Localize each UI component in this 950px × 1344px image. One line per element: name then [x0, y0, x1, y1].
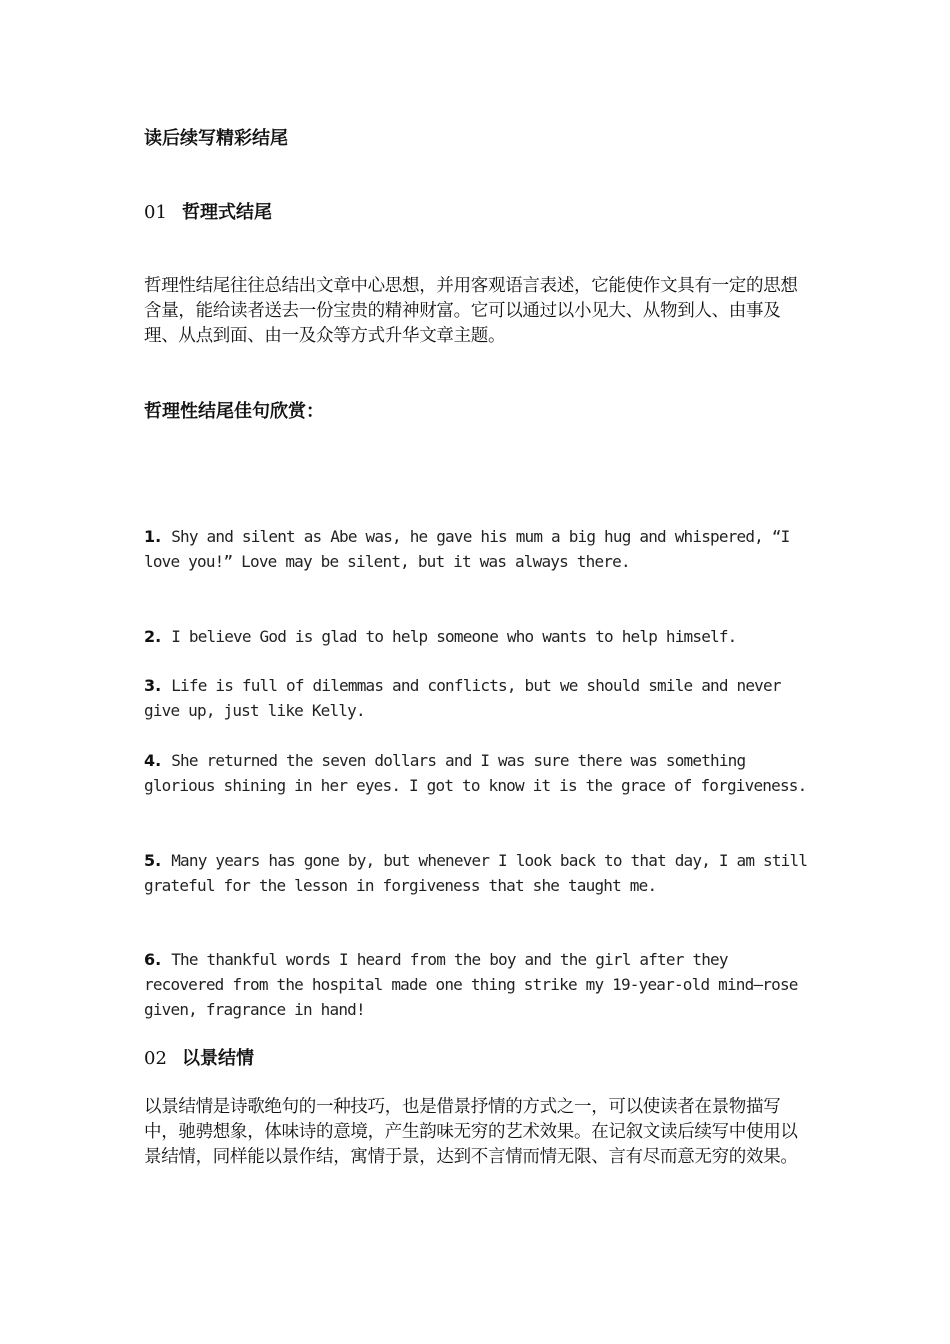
example-number: 2. [144, 627, 162, 646]
section-1-heading [144, 200, 272, 225]
section-2-heading [144, 1046, 254, 1071]
example-number: 6. [144, 950, 162, 969]
section-1-number: 01 [144, 202, 167, 223]
example-item-2 [144, 624, 814, 649]
section-1-subheading: 哲理性结尾佳句欣赏： [144, 401, 324, 422]
example-number: 1. [144, 527, 162, 546]
example-number: 4. [144, 751, 162, 770]
example-number: 5. [144, 851, 162, 870]
example-item-5 [144, 848, 814, 898]
example-item-3 [144, 673, 814, 723]
example-text: Many years has gone by, but whenever I look back to that day, I am still grateful for the lesson in forgiveness that she taught me. [144, 851, 808, 895]
section-2-title: 以景结情 [182, 1048, 254, 1069]
section-1-paragraph: 哲理性结尾往往总结出文章中心思想，并用客观语言表述，它能使作文具有一定的思想含量，能给读者送去一份宝贵的精神财富。它可以通过以小见大、从物到人、由事及理、从点到面、由一及众等方式升华文章主题。 [144, 276, 798, 346]
example-text: Shy and silent as Abe was, he gave his mum a big hug and whispered, “I love you!” Love may be silent, but it was always there. [144, 527, 790, 571]
document-title: 读后续写精彩结尾 [144, 128, 288, 149]
example-item-4 [144, 748, 814, 798]
example-item-1 [144, 524, 814, 574]
example-item-6 [144, 947, 814, 1022]
section-1-title: 哲理式结尾 [182, 202, 272, 223]
example-text: The thankful words I heard from the boy and the girl after they recovered from the hospital made one thing strike my 19-year-old mind—rose given, fragrance in hand! [144, 950, 798, 1019]
example-text: Life is full of dilemmas and conflicts, but we should smile and never give up, just like Kelly. [144, 676, 781, 720]
example-number: 3. [144, 676, 162, 695]
example-text: She returned the seven dollars and I was sure there was something glorious shining in her eyes. I got to know it is the grace of forgiveness. [144, 751, 807, 795]
section-2-number: 02 [144, 1048, 167, 1069]
section-2-paragraph: 以景结情是诗歌绝句的一种技巧，也是借景抒情的方式之一，可以使读者在景物描写中，驰骋想象，体味诗的意境，产生韵味无穷的艺术效果。在记叙文读后续写中使用以景结情，同样能以景作结，寓情于景，达到不言情而情无限、言有尽而意无穷的效果。 [144, 1097, 798, 1167]
example-text: I believe God is glad to help someone who wants to help himself. [171, 627, 737, 646]
